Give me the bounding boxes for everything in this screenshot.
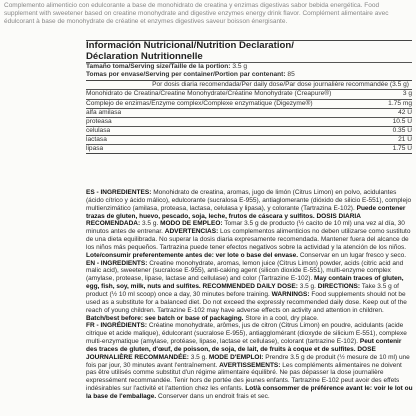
nutrient-label: proteasa [86, 117, 112, 125]
fr-title: FR - INGRÉDIENTS: [86, 322, 148, 330]
es-lot: Conservar en un lugar fresco y seco. [299, 251, 407, 259]
servings-per-container [86, 71, 412, 79]
es-title: ES - INGREDIENTES: [86, 189, 152, 196]
nutrient-value: 1.75 U [392, 145, 412, 153]
fr-warn: Les compléments alimentaires ne doivent pas être utilisés comme substitut d'un régime alimentaire équilibré. Ne pas dépasser la dose journalière expressément recommandée. Tenir hors de portée des jeunes enfants. Tartrazine E-102 peut avoir des effets indésirables sur l'activité et l'attention chez les enfants. [86, 361, 402, 393]
nutrient-row-enzyme-sub [86, 127, 412, 135]
nutrient-label: lipasa [86, 145, 104, 153]
nutrient-value: 3 g [402, 90, 412, 98]
en-dose-title: RECOMMENDED DAILY DOSE: [202, 283, 298, 291]
en-dose: 3.5 g. [299, 283, 316, 291]
es-warn-title: ADVERTENCIAS: [164, 228, 219, 236]
nutrient-value: 10.5 U [392, 117, 412, 125]
ingredients-es [86, 189, 414, 260]
description-es: Complemento alimenticio con edulcorante a base de monohidrato de creatina y enzimas digestivas sabor bebida energética. [4, 2, 363, 9]
en-use: Take 3.5 g of product (½ 10 ml scoop) once a day, 30 minutes before training. [86, 283, 399, 298]
es-dose-title: DOSIS DIARIA RECOMENDADA: [86, 212, 361, 228]
ingredients-fr [86, 322, 414, 400]
fr-text: Créatine monohydrate, arômes, jus de citron (Citrus Limon) en poudre, acidulants (acide citrique et acide malique), édulcorant (sucralose E-955), antiagglomérant (dioxyde de silicium E-551), complexe multi-enzymatique (amylase, protéase, lipase, lactase et cellulase), colorant (tartrazine E-102). [86, 322, 407, 346]
nutrition-panel [86, 40, 412, 154]
serving-size-value: 3.5 g [232, 63, 247, 71]
nutrient-label: celulasa [86, 126, 111, 134]
nutrition-title-line2: Déclaration Nutritionnelle [86, 50, 203, 62]
nutrient-row-enzyme-sub [86, 109, 412, 117]
row-rule [86, 153, 412, 154]
en-allergen: May contain traces of gluten, egg, fish, soy, milk, nuts and sulfites. [86, 275, 404, 291]
description-en: Food supplement with sweetener based on creatine monohydrate and digestive enzymes energy drink flavor. [4, 2, 380, 18]
servings-value: 85 [287, 71, 295, 79]
es-use: Tomar 3.5 g de producto (½ cacito de 10 ml) una vez al día, 30 minutos antes de entrenar. [86, 220, 405, 236]
fr-use: Prendre 3.5 g de produit (½ mesure de 10 ml) une fois par jour, 30 minutes avant l'entraînement. [86, 353, 410, 369]
fr-lot: Conserver dans un endroit frais et sec. [158, 392, 270, 400]
es-use-title: MODO DE EMPLEO: [160, 220, 223, 228]
nutrient-label: alfa amilasa [86, 108, 122, 116]
fr-allergen: Peut contenir des traces de gluten, d'œuf, de poisson, de soja, de lait, de fruits à coque et de sulfites. [86, 338, 402, 353]
nutrition-rows [86, 90, 412, 154]
nutrient-row-enzymes [86, 100, 412, 108]
product-description [4, 2, 412, 26]
en-text: Creatine monohydrate, aromas, lemon juice (Citrus Limon) powder, acids (citric acid and malic acid), sweetener (sucralose E-955), anti-caking agent (silicon dioxide E-551), multi-enzyme complex (amylase, protease, lipase, lactase and cellulase) and color (Tartrazine E-102). [86, 259, 404, 283]
fr-dose-title: DOSE JOURNALIÈRE RECOMMANDÉE: [86, 345, 376, 361]
description-fr: Complément alimentaire avec édulcorant à base de monohydrate de créatine et enzymes digestives saveur boisson énergisante. [4, 10, 389, 26]
en-lot-title: Batch/best before: see batch or base of packaging. [86, 314, 244, 322]
en-lot: Store in a cool, dry place. [245, 314, 319, 322]
nutrient-row-enzyme-sub [86, 118, 412, 126]
nutrient-value: 0.35 U [392, 126, 412, 134]
es-lot-title: Lote/consumir preferentemente antes de: ver lote o base del envase. [86, 251, 299, 259]
en-use-title: DIRECTIONS: [317, 283, 361, 291]
serving-size-label: Tamaño toma/Serving size/Taille de la portion: [86, 63, 231, 71]
en-warn: Food supplements should not be used as a substitute for a balanced diet. Do not exceed the expressly recommended daily dose. Keep out of the reach of young children. Tartrazine E-102 may have adverse effects on activity and attention in children. [86, 290, 407, 314]
nutrient-value: 42 U [398, 108, 412, 116]
fr-lot-title: Lot/à consommer de préférence avant le: voir le lot ou la base de l'emballage. [86, 385, 413, 400]
servings-label: Tomas por envase/Serving per container/Portion par contenant: [86, 71, 286, 79]
fr-warn-title: AVERTISSEMENTS: [219, 361, 281, 369]
fr-dose: 3.5 g. [190, 353, 207, 361]
serving-size [86, 63, 412, 71]
es-allergen: Puede contener trazas de gluten, huevo, pescado, soja, leche, frutos de cáscara y sulfitos. [86, 204, 406, 220]
nutrient-row-enzyme-sub [86, 136, 412, 144]
ingredients-en [86, 260, 414, 323]
ingredients-block [86, 189, 414, 401]
nutrient-label: Complejo de enzimas/Enzyme complex/Complexe enzymatique (Digezyme®) [86, 99, 313, 107]
nutrient-value: 21 U [398, 135, 412, 143]
nutrient-label: Monohidrato de Creatina/Creatine Monohydrate/Créatine Monohydrate (Creapure®) [86, 90, 332, 98]
nutrition-title-line1: Información Nutricional/Nutrition Declaration/ [86, 40, 294, 51]
es-dose: 3.5 g. [141, 220, 159, 228]
nutrient-row-enzyme-sub [86, 145, 412, 153]
nutrient-row-creatine [86, 90, 412, 98]
nutrition-title [86, 41, 412, 62]
fr-use-title: MODE D'EMPLOI: [208, 353, 264, 361]
en-warn-title: WARNINGS: [271, 290, 310, 298]
nutrient-value: 1.75 mg [388, 99, 412, 107]
nutrient-label: lactasa [86, 135, 107, 143]
es-warn: Los complementos alimenticios no deben utilizarse como sustituto de una dieta equilibrada. No superar la dosis diaria expresamente recomendada. Mantener fuera del alcance de los niños más pequeños. Tartrazina puede tener efectos negativos sobre la actividad y la atención de los niños. [86, 228, 411, 251]
en-title: EN - INGREDIENTS: [86, 259, 148, 267]
es-text: Monohidrato de creatina, aromas, jugo de limón (Citrus Limon) en polvo, acidulantes (ácido cítrico y ácido málico), edulcorante (sucralosa E-955), antiaglomerante (dióxido de silicio E-551), complejo multienzimático (amilasa, proteasa, lactasa, celulasa y lipasa), y colorante (Tartrazina E-102). [86, 189, 412, 212]
per-serving-header: Por dosis diaria recomendada/Per daily dose/Par dose journalière recommandée (3.5 g) [152, 81, 409, 89]
